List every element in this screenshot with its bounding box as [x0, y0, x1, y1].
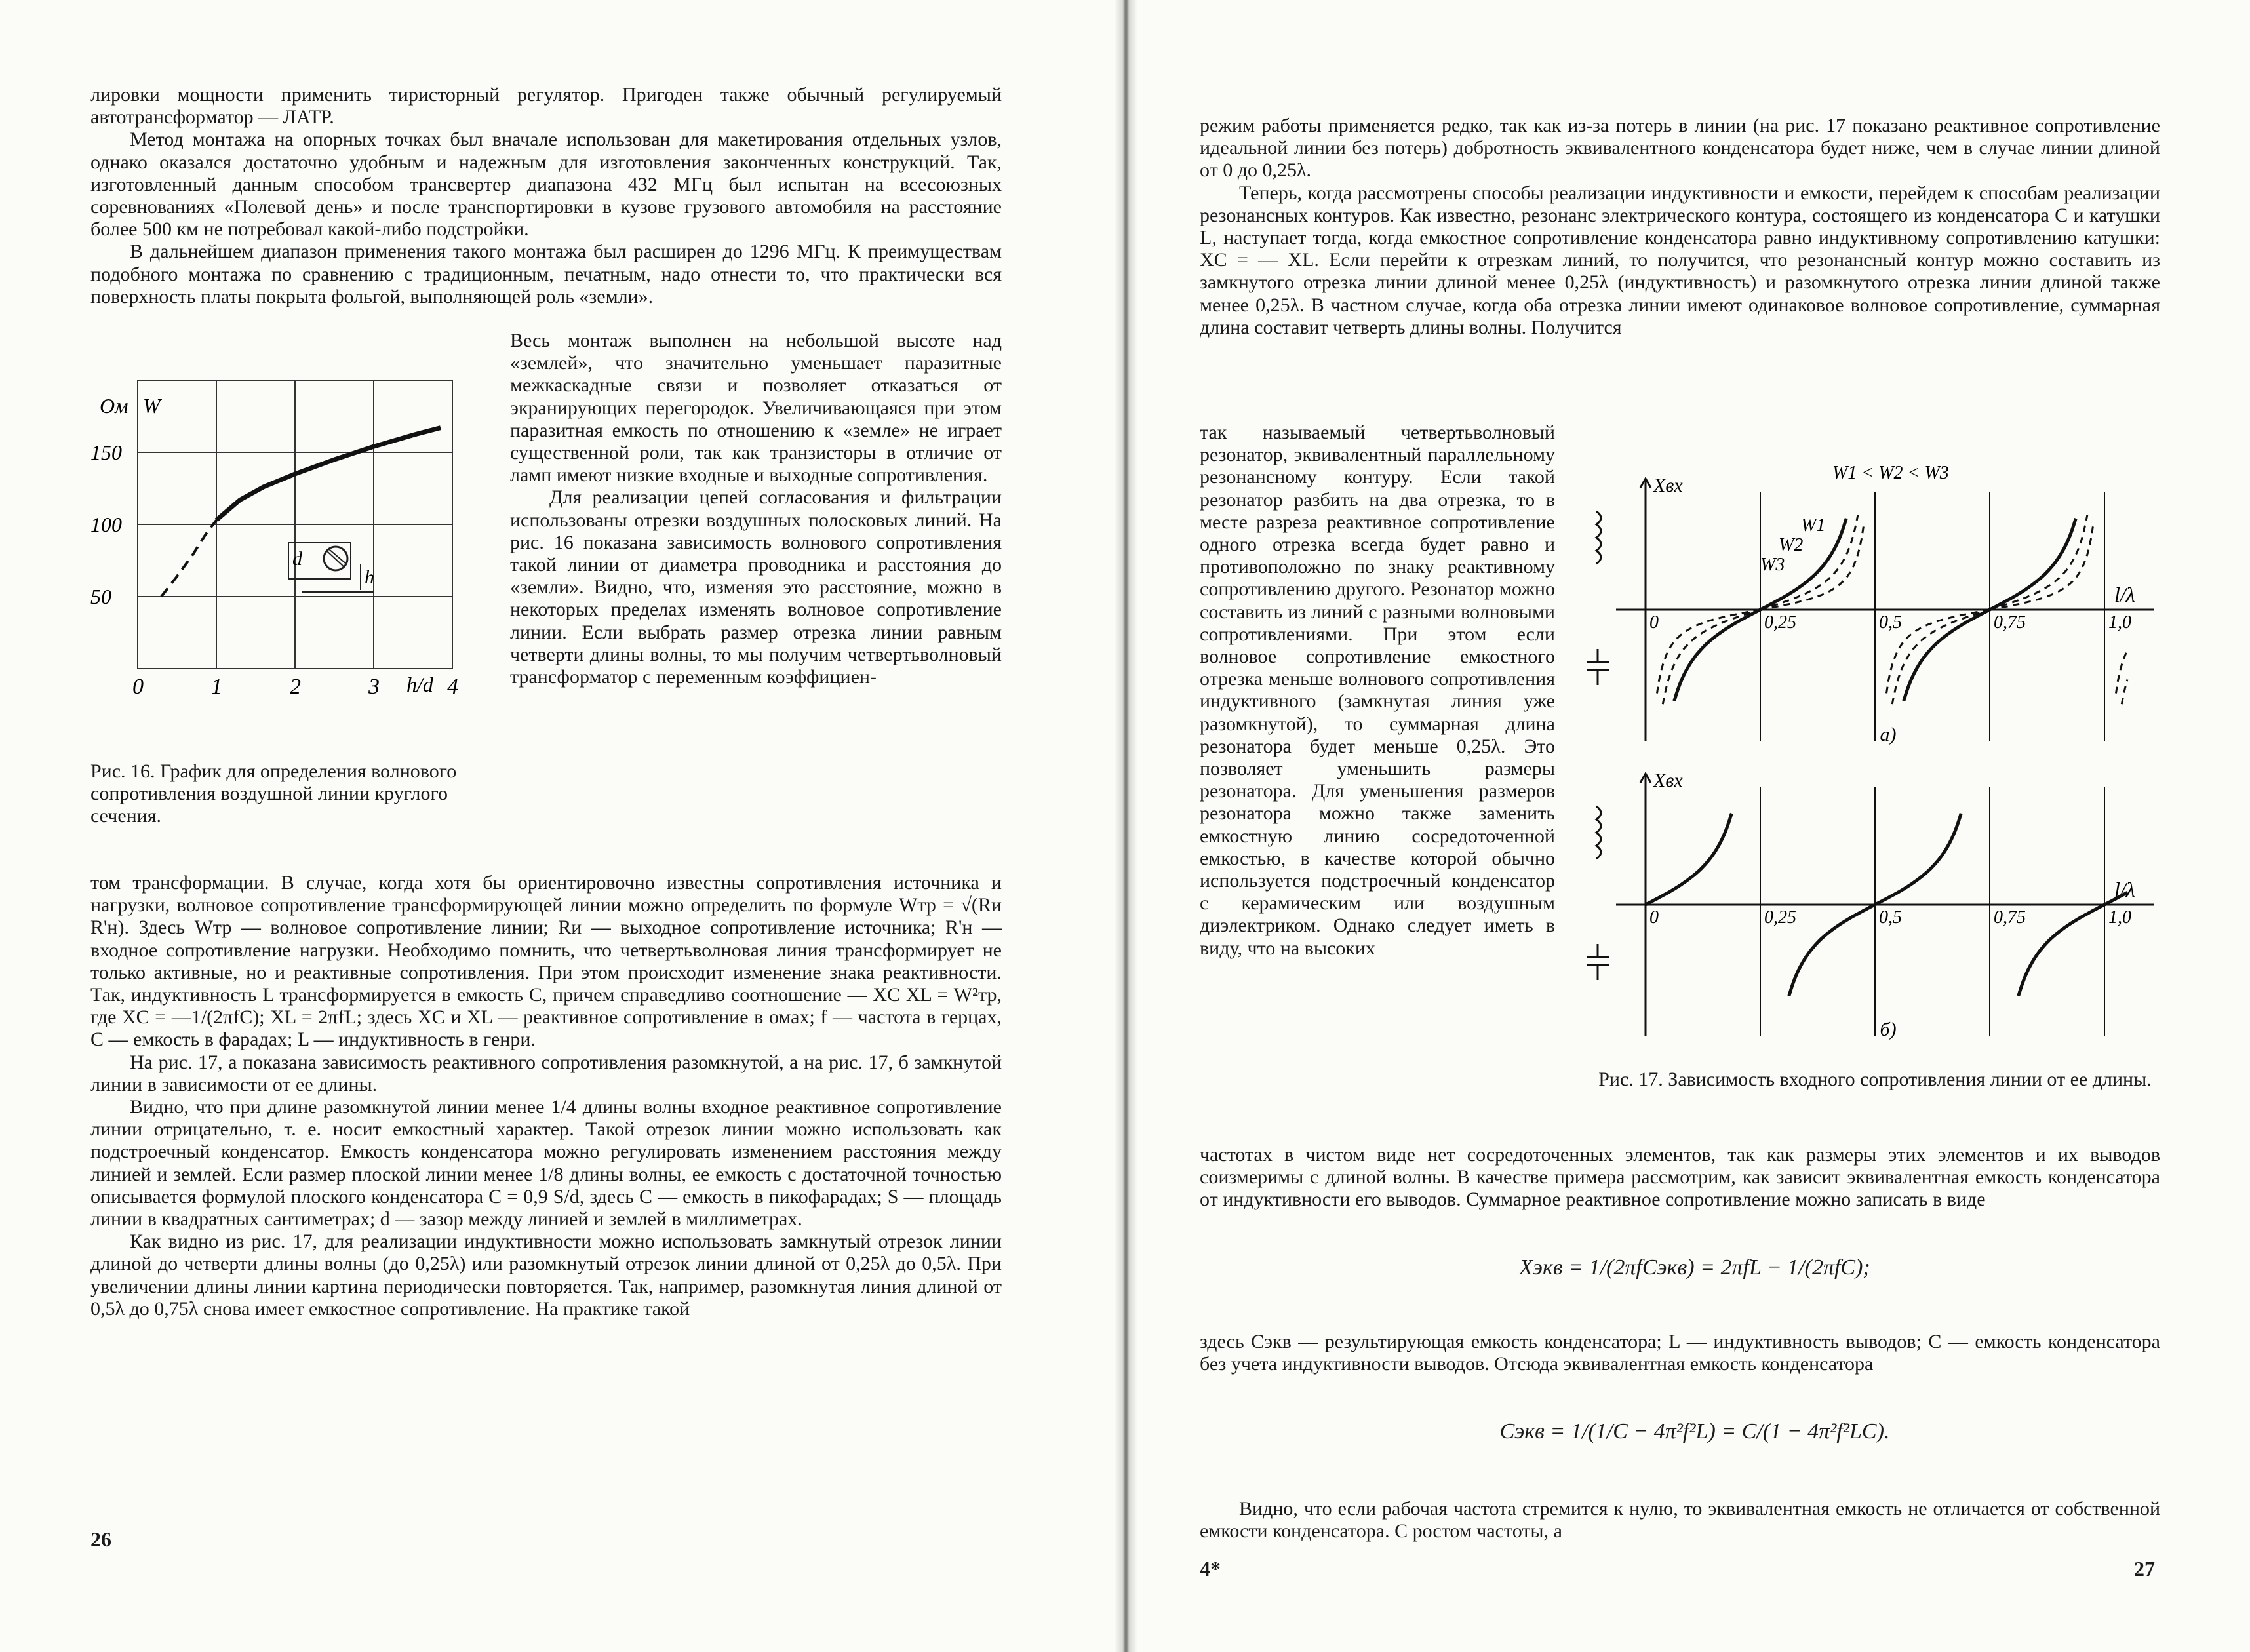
- fig16-x-tick: 4: [447, 675, 458, 699]
- fig17-curve: [1646, 814, 1731, 905]
- fig17-chart: [1570, 452, 2180, 1055]
- fig17-x-tick: 0,25: [1764, 907, 1796, 928]
- fig16-ticks: [90, 441, 458, 699]
- right-paragraph: режим работы применяется редко, так как из-за потерь в линии (на рис. 17 показано реактивное сопротивление идеальной линии без потерь) добротность эквивалентного конденсатора будет ниже, чем в случае линии длиной от 0 до 0,25λ.: [1200, 115, 2160, 182]
- fig17-curve: [2122, 680, 2127, 705]
- fig17-x-tick: 1,0: [2108, 612, 2131, 633]
- fig17-curve-label: W3: [1760, 555, 1785, 575]
- fig16-y-label: W: [143, 394, 161, 418]
- left-paragraph: На рис. 17, а показана зависимость реактивного сопротивления разомкнутой, а на рис. 17, б замкнутой линии в зависимости от ее длины.: [90, 1051, 1002, 1095]
- fig16-inset-d: d: [292, 548, 302, 570]
- fig17b-panel: [1587, 770, 2154, 1040]
- fig17-curve: [1887, 610, 1990, 694]
- left-paragraph: В дальнейшем диапазон применения такого монтажа был расширен до 1296 МГц. К преимуществам подобного монтажа по сравнению с традиционным, печатным, надо отнести то, что практически вся поверхность платы покрыта фольгой, выполняющей роль «земли».: [90, 241, 1002, 307]
- formula-cekv: Cэкв = 1/(1/C − 4π²f²L) = C/(1 − 4π²f²LC).: [1499, 1419, 1890, 1444]
- right-paragraph: Видно, что если рабочая частота стремится к нулю, то эквивалентная емкость не отличается от собственной емкости конденсатора. С ростом частоты, а: [1200, 1498, 2160, 1543]
- fig17-curve: [1990, 526, 2093, 610]
- fig17-curve: [1990, 519, 2076, 610]
- fig17-x-tick: 0,75: [1994, 907, 2026, 928]
- left-top-text: [90, 84, 1002, 308]
- fig16-chart: [85, 367, 479, 734]
- left-bottom-text: [90, 872, 1002, 1320]
- left-paragraph: том трансформации. В случае, когда хотя бы ориентировочно известны сопротивления источника и нагрузки, волновое сопротивление трансформирующей линии можно определить по формуле Wтр = √(Rи R'н). Здесь Wтр — волновое сопротивление линии; Rи — выходное сопротивление источника; R'н — входное сопротивление нагрузки. Необходимо помнить, что четвертьволновая линия трансформирует не только активные, но и реактивные сопротивления. При этом происходит изменение знака реактивности. Так, индуктивность L трансформируется в емкость C, причем справедливо соотношение — XC XL = W²тр, где XC = —1/(2πfC); XL = 2πfL; здесь XC и XL — реактивное сопротивление в омах; f — частота в герцах, C — емкость в фарадах; L — индуктивность в генри.: [90, 872, 1002, 1051]
- signature-mark: 4*: [1200, 1557, 1221, 1581]
- fig17-panel-label: а): [1880, 724, 1897, 745]
- fig16-x-tick: 1: [211, 675, 222, 699]
- fig16-y-unit: Ом: [100, 394, 128, 418]
- fig17a-panel: [1587, 475, 2154, 745]
- right-paragraph: частотах в чистом виде нет сосредоточенных элементов, так как размеры этих элементов и их выводов соизмеримы с длиной волны. В качестве примера рассмотрим, как зависит эквивалентная емкость конденсатора от индуктивности его выводов. Суммарное реактивное сопротивление можно записать в виде: [1200, 1144, 2160, 1211]
- fig17-x-label: l/λ: [2114, 878, 2135, 901]
- right-lower-text: [1200, 1144, 2160, 1211]
- fig17-x-tick: 0,75: [1994, 612, 2026, 633]
- book-gutter: [1115, 0, 1137, 1652]
- right-page: [1137, 0, 2250, 1652]
- fig16-inset-h: h: [365, 566, 374, 588]
- fig17-x-tick: 0,5: [1879, 907, 1902, 928]
- right-final-text: [1200, 1498, 2160, 1543]
- left-page: [0, 0, 1115, 1652]
- fig17-curve: [1789, 905, 1875, 996]
- fig17-x-label: l/λ: [2114, 583, 2135, 606]
- fig16-inset: [288, 543, 374, 592]
- right-paragraph: Теперь, когда рассмотрены способы реализации индуктивности и емкости, перейдем к способам реализации резонансных контуров. Как известно, резонанс электрического контура, состоящего из конденсатора C и катушки L, наступает тогда, когда емкостное сопротивление конденсатора равно индуктивному сопротивлению катушки: XC = — XL. Если перейти к отрезкам линий, то получится, что резонансный контур можно составить из замкнутого отрезка линии длиной менее 0,25λ (индуктивность) и разомкнутого отрезка линии длиной также менее 0,25λ. В частном случае, когда оба отрезка линии имеют одинаковое волновое сопротивление, суммарная длина составит четверть длины волны. Получится: [1200, 182, 2160, 338]
- fig17-curve: [1904, 610, 1990, 701]
- page-number-right: 27: [2134, 1557, 2155, 1581]
- fig16-x-tick: 3: [368, 675, 380, 699]
- fig17-legend: W1 < W2 < W3: [1832, 463, 1949, 483]
- inductor-icon: [1596, 806, 1601, 859]
- fig17-curve: [1875, 814, 1961, 905]
- fig16-x-tick: 2: [290, 675, 301, 699]
- left-paragraph: Как видно из рис. 17, для реализации индуктивности можно использовать замкнутый отрезок линии длиной до четверти длины волны (до 0,25λ) или разомкнутый отрезок линии длиной от 0,25λ до 0,5λ. При увеличении длины линии картина периодически повторяется. Так, например, разомкнутая линия длиной от 0,5λ до 0,75λ снова имеет емкостное сопротивление. На практике такой: [90, 1230, 1002, 1320]
- left-paragraph: Видно, что при длине разомкнутой линии менее 1/4 длины волны входное реактивное сопротивление линии отрицательно, т. е. носит емкостный характер. Такой отрезок линии можно использовать как подстроечный конденсатор. Емкость конденсатора можно регулировать изменением расстояния между линией и землей. Если размер плоской линии менее 1/8 длины волны, ее емкость с достаточной точностью описывается формулой плоского конденсатора C = 0,9 S/d, здесь C — емкость в пикофарадах; S — площадь линии в квадратных сантиметрах; d — зазор между линией и землей в миллиметрах.: [90, 1096, 1002, 1230]
- fig16-y-tick: 150: [90, 441, 122, 464]
- right-paragraph: здесь Cэкв — результирующая емкость конденсатора; L — индуктивность выводов; C — емкость конденсатора без учета индуктивности выводов. Отсюда эквивалентная емкость конденсатора: [1200, 1331, 2160, 1375]
- fig16-grid: [138, 380, 452, 669]
- left-side-text: [510, 330, 1002, 688]
- fig16-y-tick: 50: [90, 585, 111, 608]
- page-number-left: 26: [90, 1527, 111, 1551]
- fig16-series: [161, 428, 441, 597]
- formula-xekv: Xэкв = 1/(2πfCэкв) = 2πfL − 1/(2πfC);: [1519, 1255, 1870, 1280]
- fig17-x-tick: 0: [1649, 612, 1659, 633]
- fig17-x-tick: 1,0: [2108, 907, 2131, 928]
- right-paragraph: так называемый четвертьволновый резонатор, эквивалентный параллельному резонансному контуру. Если такой резонатор разбить на два отрезка, то в месте разреза реактивное сопротивление одного отрезка всегда будет равно и противоположно по знаку реактивному сопротивлению другого. Резонатор можно составить из линий с разными волновыми сопротивлениями. При этом если волновое сопротивление емкостного отрезка меньше волнового сопротивления индуктивного (замкнутая линия уже разомкнутой), то суммарная длина резонатора будет меньше 0,25λ. Это позволяет уменьшить размеры резонатора. Для уменьшения размеров резонатора можно также заменить емкостную линию сосредоточенной емкостью, в качестве которой обычно используется подстроечный конденсатор с керамическим или воздушным диэлектриком. Однако следует иметь в виду, что на высоких: [1200, 422, 1555, 959]
- left-paragraph: Для реализации цепей согласования и фильтрации использованы отрезки воздушных полосковых линий. На рис. 16 показана зависимость волнового сопротивления такой линии от диаметра проводника и расстояния до «земли». Видно, что, изменяя это расстояние, можно в некоторых пределах изменять волновое сопротивление линии. Если выбрать размер отрезка линии равным четверти длины волны, то мы получим четвертьволновый трансформатор с переменным коэффициен-: [510, 486, 1002, 688]
- fig17-curve: [1674, 610, 1760, 701]
- left-paragraph: Весь монтаж выполнен на небольшой высоте над «землей», что значительно уменьшает паразитные межкаскадные связи и позволяет отказаться от экранирующих перегородок. Увеличивающаяся при этом паразитная емкость по отношению к «земле» не играет существенной роли, так как транзисторы в отличие от ламп имеют низкие входные и выходные сопротивления.: [510, 330, 1002, 486]
- fig17-curve: [2019, 905, 2104, 996]
- fig17-panel-label: б): [1880, 1019, 1897, 1040]
- fig17-x-tick: 0,5: [1879, 612, 1902, 633]
- fig16-y-tick: 100: [90, 513, 122, 536]
- right-where-text: [1200, 1331, 2160, 1375]
- right-top-text: [1200, 115, 2160, 339]
- fig16-series-line: [216, 428, 441, 521]
- right-side-text: [1200, 422, 1555, 960]
- inductor-icon: [1596, 511, 1601, 564]
- left-paragraph: Метод монтажа на опорных точках был вначале использован для макетирования отдельных узлов, однако оказался достаточно удобным и надежным для изготовления законченных конструкций. Так, изготовленный данным способом трансвертер диапазона 432 МГц был испытан на всесоюзных соревнованиях «Полевой день» и после транспортировки в кузове грузового автомобиля на расстояние более 500 км не потребовал какой-либо подстройки.: [90, 128, 1002, 241]
- fig17-x-tick: 0: [1649, 907, 1659, 928]
- fig17-y-label: Xвх: [1653, 475, 1683, 496]
- fig17-curve-label: W1: [1801, 515, 1826, 536]
- fig17-curve: [1657, 610, 1761, 694]
- fig17-y-label: Xвх: [1653, 770, 1683, 791]
- fig17-caption: Рис. 17. Зависимость входного сопротивления линии от ее длины.: [1598, 1069, 2152, 1090]
- fig16-x-tick: 0: [132, 675, 144, 699]
- left-paragraph: лировки мощности применить тиристорный регулятор. Пригоден также обычный регулируемый автотрансформатор — ЛАТР.: [90, 84, 1002, 128]
- fig17-x-tick: 0,25: [1764, 612, 1796, 633]
- fig16-series-line: [161, 520, 216, 597]
- fig16-caption: Рис. 16. График для определения волнового сопротивления воздушной линии круглого сечения.: [90, 760, 457, 827]
- fig17-curve-label: W2: [1779, 535, 1804, 555]
- fig16-x-label: h/d: [406, 673, 433, 696]
